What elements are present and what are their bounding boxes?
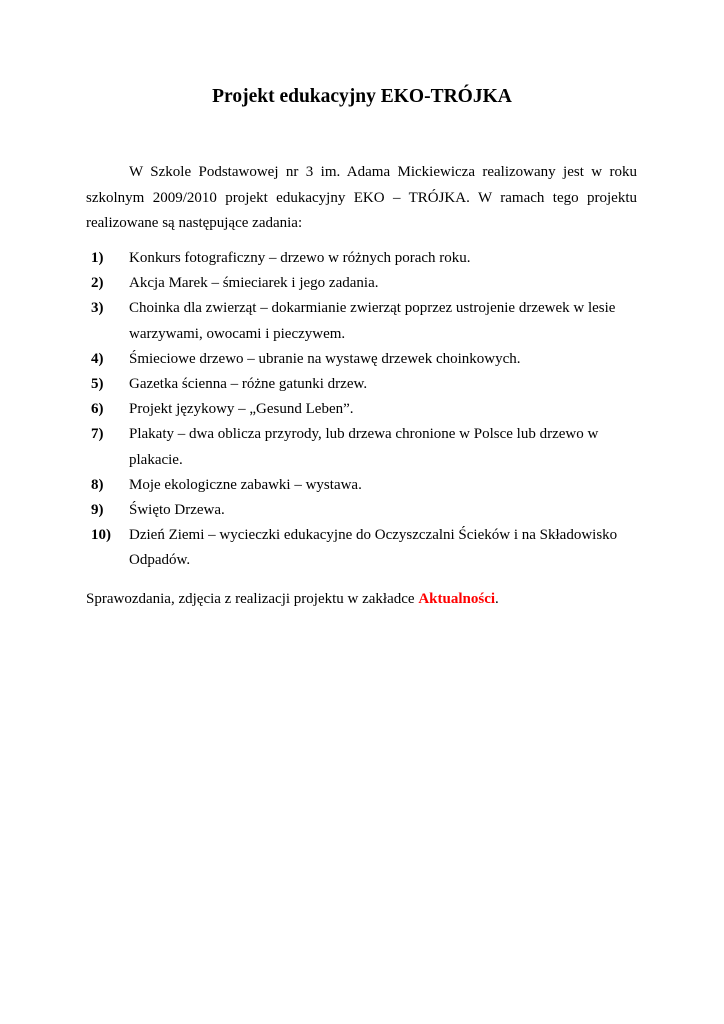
list-item-number: 6) — [91, 401, 104, 418]
intro-paragraph: W Szkole Podstawowej nr 3 im. Adama Mickiewicza realizowany jest w roku szkolnym 2009/2010 projekt edukacyjny EKO – TRÓJKA. W ramach tego projektu realizowane są następujące zadania: — [86, 164, 637, 231]
list-item-number: 9) — [91, 502, 104, 519]
list-item-text: Choinka dla zwierząt – dokarmianie zwierząt poprzez ustrojenie drzewek w lesie warzywami, owocami i pieczywem. — [129, 300, 616, 342]
footer-text: Sprawozdania, zdjęcia z realizacji projektu w zakładce — [86, 591, 419, 607]
list-item — [86, 372, 637, 397]
list-item-number: 8) — [91, 476, 104, 493]
list-item-text: Gazetka ścienna – różne gatunki drzew. — [129, 376, 368, 393]
list-item-text: Akcja Marek – śmieciarek i jego zadania. — [129, 275, 379, 292]
task-list — [86, 246, 637, 574]
list-item-number: 7) — [91, 426, 104, 443]
list-item-number: 10) — [91, 527, 111, 544]
page-title: Projekt edukacyjny EKO-TRÓJKA — [212, 86, 512, 107]
list-item — [86, 296, 637, 346]
footer-period: . — [495, 591, 499, 607]
list-item — [86, 271, 637, 296]
list-item-number: 3) — [91, 300, 104, 317]
list-item — [86, 473, 637, 498]
list-item-number: 1) — [91, 250, 104, 266]
footer-paragraph — [86, 587, 646, 612]
list-item-text: Projekt językowy – „Gesund Leben”. — [129, 401, 354, 418]
news-link[interactable]: Aktualności — [418, 591, 496, 607]
list-item-text: Moje ekologiczne zabawki – wystawa. — [129, 476, 362, 493]
list-item — [86, 246, 637, 271]
list-item-text: Święto Drzewa. — [129, 502, 225, 519]
list-item-text: Dzień Ziemi – wycieczki edukacyjne do Oczyszczalni Ścieków i na Składowisko Odpadów. — [129, 527, 618, 569]
list-item-text: Śmieciowe drzewo – ubranie na wystawę drzewek choinkowych. — [129, 350, 521, 367]
list-item — [86, 523, 637, 573]
list-item — [86, 347, 637, 372]
list-item — [86, 498, 637, 523]
list-item-number: 4) — [91, 350, 104, 367]
list-item-number: 2) — [91, 275, 104, 292]
list-item-number: 5) — [91, 376, 104, 393]
list-item-text: Plakaty – dwa oblicza przyrody, lub drzewa chronione w Polsce lub drzewo w plakacie. — [129, 426, 599, 468]
list-item-text: Konkurs fotograficzny – drzewo w różnych porach roku. — [129, 250, 471, 266]
list-item — [86, 397, 637, 422]
list-item — [86, 422, 637, 472]
